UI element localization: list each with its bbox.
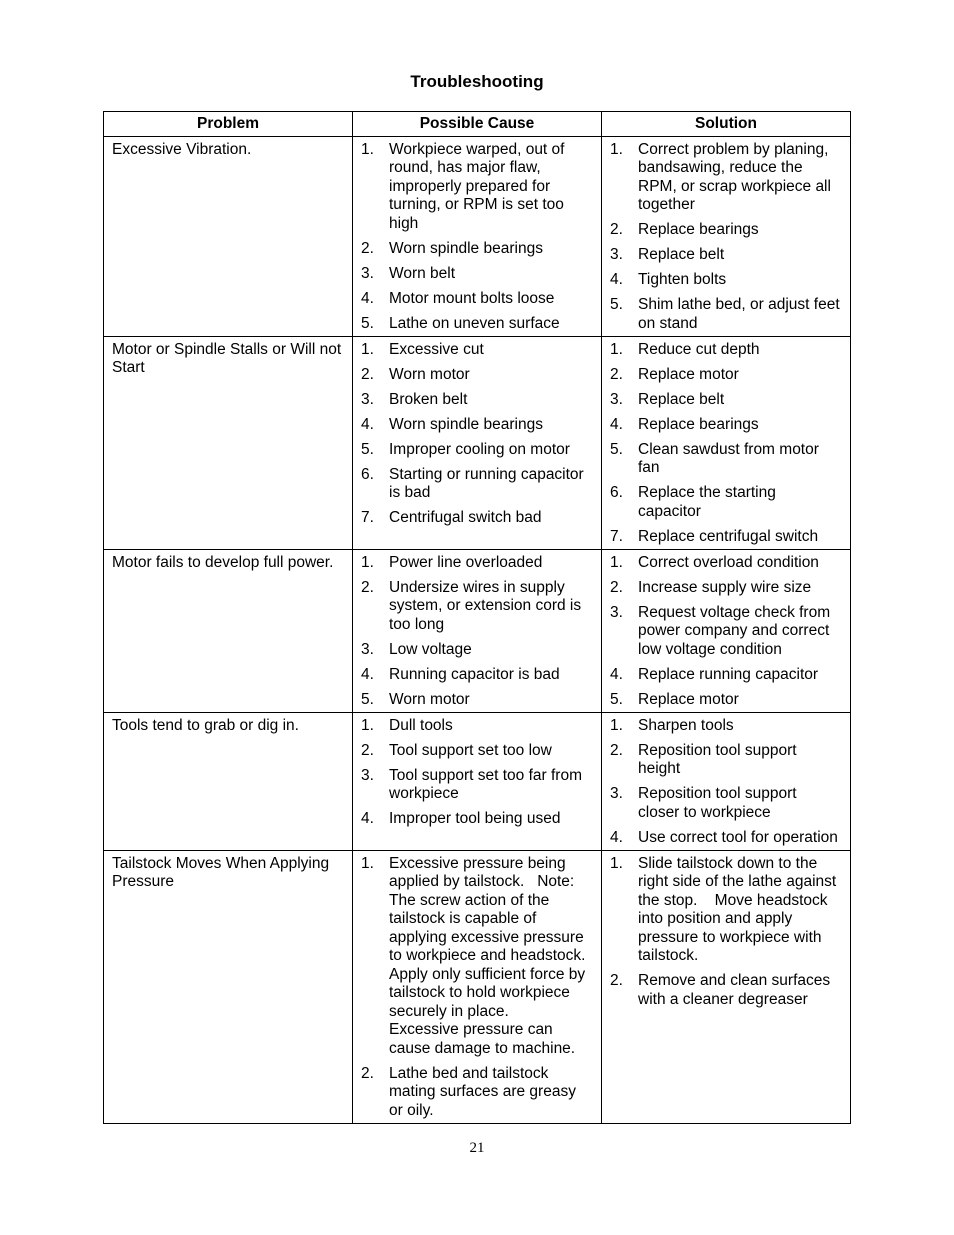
solution-item [610,972,842,1009]
item-number: 3. [361,766,374,784]
possible-cause-cell [353,713,602,851]
solution-item [610,528,842,547]
cause-item [361,767,593,804]
cause-item [361,717,593,736]
item-text: Sharpen tools [638,716,734,734]
item-number: 4. [610,415,623,433]
cause-item [361,366,593,385]
item-text: Correct problem by planing, bandsawing, reduce the RPM, or scrap workpiece all together [638,140,831,213]
item-number: 1. [361,854,374,872]
item-number: 1. [361,716,374,734]
item-text: Tool support set too low [389,741,552,759]
item-number: 5. [610,296,623,313]
item-text: Running capacitor is bad [389,665,560,683]
item-text: Replace belt [638,246,725,263]
cause-item [361,290,593,309]
item-number: 5. [361,690,374,708]
item-number: 2. [361,365,374,383]
solution-item [610,554,842,573]
item-text: Excessive pressure being applied by tailstock. Note: The screw action of the tailstock is capable of applying excessive pressure to workpiece and headstock. Apply only sufficient force by tailstock to hold workpiece securely in place. Excessive pressure can cause damage to machine. [389,854,586,1057]
solution-item [610,484,842,521]
item-number: 4. [361,289,374,307]
table-header-row [104,112,851,137]
problem-cell: Motor or Spindle Stalls or Will not Start [104,337,353,550]
solution-cell [602,851,851,1124]
item-number: 1. [610,854,623,872]
cause-item [361,141,593,234]
table-row [104,851,851,1124]
possible-cause-cell [353,137,602,337]
item-text: Worn motor [389,365,470,383]
item-text: Workpiece warped, out of round, has major flaw, improperly prepared for turning, or RPM is set too high [389,140,565,232]
item-number: 4. [361,665,374,683]
item-text: Reposition tool support closer to workpiece [638,785,797,821]
item-number: 4. [361,810,374,827]
item-text: Replace the starting capacitor [638,484,776,520]
page-number: 21 [469,1140,485,1156]
cause-item [361,416,593,435]
item-number: 7. [361,509,374,526]
item-number: 7. [610,527,623,545]
item-text: Replace motor [638,690,739,708]
item-number: 2. [610,972,623,989]
table-row [104,713,851,851]
header-problem: Problem [104,112,353,137]
cause-item [361,579,593,635]
item-text: Centrifugal switch bad [389,509,542,526]
cause-item [361,441,593,460]
item-text: Reduce cut depth [638,340,760,358]
item-number: 1. [610,140,623,158]
solution-cell [602,550,851,713]
problem-cell: Excessive Vibration. [104,137,353,337]
item-text: Worn spindle bearings [389,415,543,433]
item-number: 1. [610,340,623,358]
troubleshooting-table [103,111,851,1124]
item-number: 5. [610,690,623,708]
item-number: 3. [610,390,623,408]
item-number: 3. [361,390,374,408]
cause-item [361,691,593,710]
solution-item [610,604,842,660]
item-number: 4. [361,415,374,433]
table-row [104,337,851,550]
solution-item [610,666,842,685]
solution-item [610,691,842,710]
solution-item [610,391,842,410]
possible-cause-cell [353,337,602,550]
item-text: Replace belt [638,390,725,408]
cause-item [361,810,593,829]
item-text: Dull tools [389,716,453,734]
item-number: 3. [361,264,374,282]
item-text: Power line overloaded [389,553,543,571]
item-text: Tool support set too far from workpiece [389,766,582,802]
possible-cause-cell [353,550,602,713]
item-number: 2. [361,1064,374,1082]
table-row [104,137,851,337]
cause-item [361,666,593,685]
item-text: Replace running capacitor [638,665,819,683]
item-text: Worn motor [389,690,470,708]
item-text: Improper cooling on motor [389,440,570,458]
item-text: Increase supply wire size [638,578,812,596]
item-number: 2. [610,741,623,759]
cause-item [361,1065,593,1121]
item-text: Request voltage check from power company and correct low voltage condition [638,603,831,658]
solution-cell [602,137,851,337]
item-text: Undersize wires in supply system, or extension cord is too long [389,578,582,633]
item-number: 5. [610,440,623,458]
problem-cell: Motor fails to develop full power. [104,550,353,713]
problem-cell: Tailstock Moves When Applying Pressure [104,851,353,1124]
cause-item [361,742,593,761]
item-number: 2. [610,365,623,383]
cause-item [361,509,593,528]
solution-item [610,717,842,736]
item-text: Correct overload condition [638,553,819,571]
item-number: 1. [610,553,623,571]
item-number: 1. [361,340,374,358]
item-text: Broken belt [389,390,468,408]
solution-item [610,366,842,385]
item-number: 2. [610,578,623,596]
solution-item [610,221,842,240]
item-text: Lathe bed and tailstock mating surfaces are greasy or oily. [389,1064,576,1119]
cause-item [361,341,593,360]
header-solution: Solution [602,112,851,137]
item-number: 3. [610,603,623,621]
item-text: Starting or running capacitor is bad [389,465,584,501]
item-text: Slide tailstock down to the right side of the lathe against the stop. Move headstock into position and apply pressure to workpiece with tailstock. [638,854,837,964]
item-text: Replace centrifugal switch [638,527,819,545]
item-number: 1. [610,716,623,734]
table-row [104,550,851,713]
solution-cell [602,713,851,851]
solution-item [610,441,842,478]
solution-item [610,785,842,822]
item-text: Motor mount bolts loose [389,289,555,307]
item-text: Use correct tool for operation [638,828,838,846]
solution-item [610,742,842,779]
item-text: Shim lathe bed, or adjust feet on stand [638,296,840,332]
item-text: Worn belt [389,264,456,282]
item-number: 6. [361,465,374,483]
cause-item [361,265,593,284]
cause-item [361,466,593,503]
item-number: 5. [361,314,374,332]
item-number: 2. [361,578,374,596]
item-number: 3. [610,785,623,802]
cause-item [361,315,593,334]
solution-cell [602,337,851,550]
solution-item [610,271,842,290]
page-title: Troubleshooting [410,72,544,91]
header-possible-cause: Possible Cause [353,112,602,137]
possible-cause-cell [353,851,602,1124]
cause-item [361,855,593,1059]
cause-item [361,641,593,660]
item-text: Remove and clean surfaces with a cleaner degreaser [638,972,831,1008]
solution-item [610,341,842,360]
table-body [104,137,851,1124]
item-number: 2. [361,741,374,759]
solution-item [610,246,842,265]
item-number: 1. [361,553,374,571]
problem-cell: Tools tend to grab or dig in. [104,713,353,851]
cause-item [361,391,593,410]
item-text: Replace bearings [638,221,759,238]
item-text: Excessive cut [389,340,484,358]
item-text: Replace motor [638,365,739,383]
item-number: 4. [610,271,623,288]
item-number: 1. [361,140,374,158]
item-text: Worn spindle bearings [389,239,543,257]
item-number: 3. [610,246,623,263]
item-number: 4. [610,665,623,683]
item-text: Low voltage [389,640,472,658]
item-text: Lathe on uneven surface [389,314,560,332]
item-number: 2. [610,221,623,238]
item-number: 6. [610,484,623,501]
solution-item [610,141,842,215]
item-text: Tighten bolts [638,271,727,288]
cause-item [361,240,593,259]
item-number: 5. [361,440,374,458]
item-text: Improper tool being used [389,810,561,827]
item-text: Clean sawdust from motor fan [638,440,819,476]
item-number: 2. [361,239,374,257]
solution-item [610,416,842,435]
item-text: Reposition tool support height [638,741,797,777]
solution-item [610,296,842,333]
cause-item [361,554,593,573]
solution-item [610,855,842,966]
solution-item [610,579,842,598]
item-text: Replace bearings [638,415,759,433]
solution-item [610,829,842,848]
item-number: 3. [361,640,374,658]
item-number: 4. [610,828,623,846]
